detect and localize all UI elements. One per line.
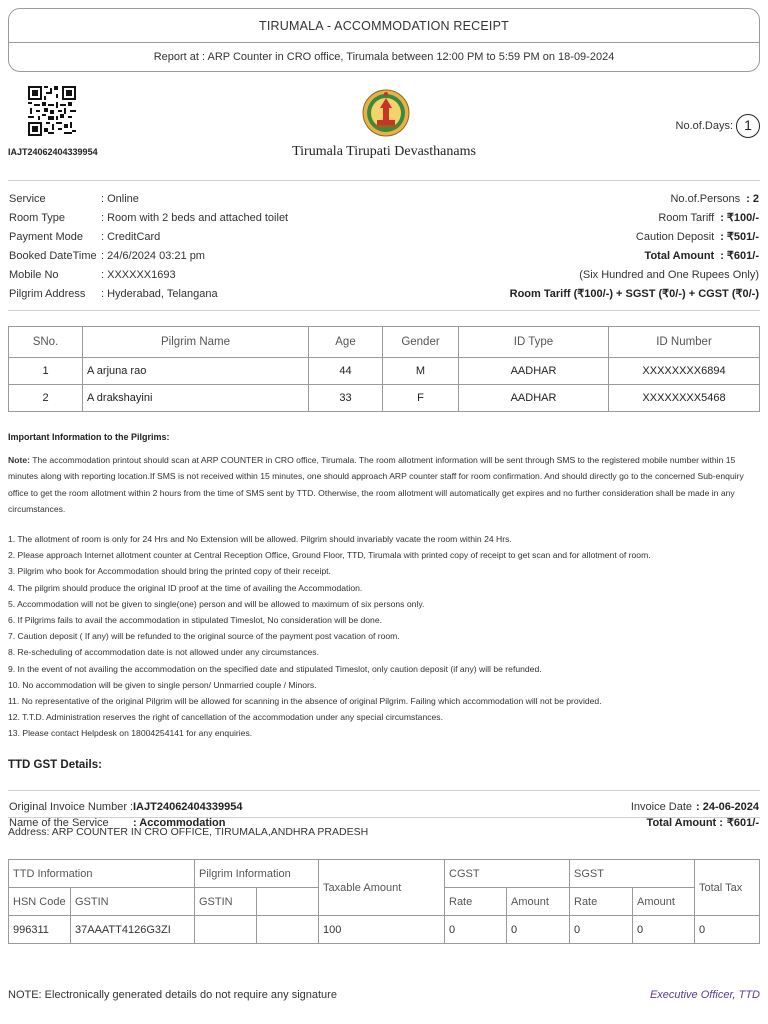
- note-text: The accommodation printout should scan at ARP COUNTER in CRO office, Tirumala. The room allotment information will be sent through SMS to the registered mobile number within 15 minutes along with reporting location.If SMS is not received within 15 minutes, one should approach ARP counter staff for room confirmation. And should directly go to the concerned Sub-enquiry office to get the room allotment within 2 hours from the time of SMS sent by TTD. Otherwise, the room allotment will automatically get expires and no further consideration shall be made in any circumstances.: [8, 455, 744, 515]
- cell-name: A arjuna rao: [83, 358, 309, 385]
- pilgrim-gstin-header: GSTIN: [195, 888, 257, 916]
- invoice-total: ₹601/-: [726, 817, 759, 829]
- pilgrim-information-header: Pilgrim Information: [195, 860, 319, 888]
- detail-value: : 24/6/2024 03:21 pm: [101, 250, 205, 262]
- detail-row-room-type: [9, 209, 288, 228]
- cell-hsn-code: 996311: [9, 916, 71, 944]
- list-item: 8. Re-scheduling of accommodation date is not allowed under any circumstances.: [8, 647, 319, 658]
- detail-label: Total Amount: [644, 250, 715, 262]
- detail-label: Pilgrim Address: [9, 288, 86, 300]
- note-label: Note:: [8, 455, 30, 465]
- cell-pilgrim-gstin: [195, 916, 257, 944]
- cell-ttd-gstin: 37AAATT4126G3ZI: [71, 916, 195, 944]
- detail-label: Room Tariff: [658, 212, 715, 224]
- detail-value: : ₹601/-: [720, 250, 759, 262]
- col-header-name: Pilgrim Name: [83, 327, 309, 358]
- important-info-title: Important Information to the Pilgrims:: [8, 432, 170, 442]
- detail-value: : ₹501/-: [720, 231, 759, 243]
- invoice-number-label: Original Invoice Number :: [9, 801, 134, 813]
- ttd-gstin-header: GSTIN: [71, 888, 195, 916]
- cell-cgst-rate: 0: [445, 916, 507, 944]
- table-row: [9, 385, 760, 412]
- table-row: [9, 916, 760, 944]
- hsn-code-header: HSN Code: [9, 888, 71, 916]
- col-header-age: Age: [309, 327, 383, 358]
- cell-cgst-amount: 0: [507, 916, 570, 944]
- list-item: 10. No accommodation will be given to single person/ Unmarried couple / Minors.: [8, 679, 317, 690]
- detail-value: : Hyderabad, Telangana: [101, 288, 218, 300]
- pilgrim-extra-header: [257, 888, 319, 916]
- detail-label: No.of.Persons: [670, 193, 741, 205]
- list-item: 5. Accommodation will not be given to single(one) person and will be allowed to maximum of six persons only.: [8, 598, 425, 609]
- receipt-header: [8, 8, 760, 72]
- cell-total-tax: 0: [695, 916, 760, 944]
- detail-label: Caution Deposit: [635, 231, 715, 243]
- detail-label: Payment Mode: [9, 231, 83, 243]
- cell-age: 44: [309, 358, 383, 385]
- detail-value: : ₹100/-: [720, 212, 759, 224]
- detail-value: : Online: [101, 193, 139, 205]
- signatory: Executive Officer, TTD: [649, 989, 760, 1001]
- booking-details: [9, 190, 288, 304]
- tariff-breakup: Room Tariff (₹100/-) + SGST (₹0/-) + CGST (₹0/-): [509, 288, 759, 300]
- gst-address: Address: ARP COUNTER IN CRO OFFICE, TIRUMALA,ANDHRA PRADESH: [8, 826, 369, 838]
- detail-row-room-tariff: [510, 209, 759, 228]
- invoice-date-row: [631, 799, 759, 815]
- cgst-rate-header: Rate: [445, 888, 507, 916]
- cell-pilgrim-extra: [257, 916, 319, 944]
- invoice-number: IAJT24062404339954: [133, 801, 243, 813]
- amount-in-words: (Six Hundred and One Rupees Only): [579, 269, 759, 281]
- divider: [8, 817, 760, 818]
- taxable-amount-header: Taxable Amount: [319, 860, 445, 916]
- col-header-sno: SNo.: [9, 327, 83, 358]
- sgst-rate-header: Rate: [570, 888, 633, 916]
- table-row: [9, 358, 760, 385]
- detail-label: Booked DateTime: [9, 250, 97, 262]
- organization-name: Tirumala Tirupati Devasthanams: [292, 144, 476, 159]
- divider: [8, 310, 760, 311]
- divider: [8, 790, 760, 791]
- days-indicator: [676, 114, 760, 138]
- service-name: : Accommodation: [133, 817, 226, 829]
- cell-gender: M: [383, 358, 459, 385]
- ttd-information-header: TTD Information: [9, 860, 195, 888]
- detail-label: Room Type: [9, 212, 66, 224]
- cell-id-number: XXXXXXXX5468: [609, 385, 760, 412]
- cell-sno: 1: [9, 358, 83, 385]
- days-value: 1: [736, 114, 760, 138]
- cgst-header: CGST: [445, 860, 570, 888]
- detail-row-address: [9, 285, 288, 304]
- list-item: 3. Pilgrim who book for Accommodation should bring the printed copy of their receipt.: [8, 566, 331, 577]
- col-header-id-number: ID Number: [609, 327, 760, 358]
- divider: [8, 180, 760, 181]
- invoice-total-label: Total Amount :: [646, 817, 723, 829]
- sgst-amount-header: Amount: [633, 888, 695, 916]
- days-label: No.of.Days:: [675, 120, 733, 132]
- cell-id-type: AADHAR: [459, 358, 609, 385]
- invoice-summary: [631, 799, 759, 831]
- cell-gender: F: [383, 385, 459, 412]
- list-item: 9. In the event of not availing the accommodation on the specified date and stipulated Timeslot, only caution deposit (if any) will be refunded.: [8, 663, 542, 674]
- list-item: 2. Please approach Internet allotment counter at Central Reception Office, Ground Floor, TTD, Tirumala with printed copy of receipt to get scan and for allotment of room.: [8, 550, 651, 561]
- list-item: 13. Please contact Helpdesk on 18004254141 for any enquiries.: [8, 728, 253, 739]
- detail-row-booked-datetime: [9, 247, 288, 266]
- payment-details: [510, 190, 759, 304]
- list-item: 11. No representative of the original Pilgrim will be allowed for scanning in the absence of original Pilgrim. Failing which accommodation will not be provided.: [8, 695, 602, 706]
- cell-taxable-amount: 100: [319, 916, 445, 944]
- cell-sgst-rate: 0: [570, 916, 633, 944]
- detail-label: Mobile No: [9, 269, 59, 281]
- qr-code: [28, 86, 76, 136]
- cell-name: A drakshayini: [83, 385, 309, 412]
- receipt-title: TIRUMALA - ACCOMMODATION RECEIPT: [9, 9, 759, 43]
- gst-table: [8, 859, 760, 944]
- table-header-row: [9, 327, 760, 358]
- cell-sno: 2: [9, 385, 83, 412]
- cell-id-type: AADHAR: [459, 385, 609, 412]
- sgst-header: SGST: [570, 860, 695, 888]
- note-paragraph: [8, 452, 762, 518]
- invoice-date: : 24-06-2024: [696, 801, 759, 813]
- cgst-amount-header: Amount: [507, 888, 570, 916]
- footer-note: NOTE: Electronically generated details do not require any signature: [8, 989, 337, 1001]
- detail-label: Service: [9, 193, 46, 205]
- list-item: 7. Caution deposit ( If any) will be refunded to the original source of the payment post vacation of room.: [8, 631, 400, 642]
- gst-section-title: TTD GST Details:: [8, 759, 102, 771]
- col-header-gender: Gender: [383, 327, 459, 358]
- list-item: 4. The pilgrim should produce the original ID proof at the time of availing the Accommodation.: [8, 582, 363, 593]
- report-line: Report at : ARP Counter in CRO office, Tirumala between 12:00 PM to 5:59 PM on 18-09-2024: [153, 51, 615, 63]
- invoice-number-row: [9, 799, 242, 815]
- detail-row-total-amount: [510, 247, 759, 266]
- total-tax-header: Total Tax: [695, 860, 760, 916]
- rules-list: [8, 531, 762, 741]
- gst-header-row: [9, 860, 760, 888]
- invoice-date-label: Invoice Date: [630, 801, 692, 813]
- col-header-id-type: ID Type: [459, 327, 609, 358]
- detail-row-service: [9, 190, 288, 209]
- detail-row-caution-deposit: [510, 228, 759, 247]
- ttd-emblem-logo: [361, 86, 411, 140]
- service-name-label: Name of the Service: [9, 817, 109, 829]
- detail-row-persons: [510, 190, 759, 209]
- detail-value: : Room with 2 beds and attached toilet: [101, 212, 289, 224]
- detail-row-payment-mode: [9, 228, 288, 247]
- list-item: 6. If Pilgrims fails to avail the accommodation in stipulated Timeslot, No consideration will be done.: [8, 614, 383, 625]
- detail-value: : 2: [746, 193, 759, 205]
- pilgrims-table: [8, 326, 760, 412]
- detail-value: : CreditCard: [101, 231, 161, 243]
- receipt-code: IAJT24062404339954: [8, 147, 98, 157]
- cell-id-number: XXXXXXXX6894: [609, 358, 760, 385]
- detail-row-mobile: [9, 266, 288, 285]
- cell-age: 33: [309, 385, 383, 412]
- cell-sgst-amount: 0: [633, 916, 695, 944]
- list-item: 1. The allotment of room is only for 24 Hrs and No Extension will be allowed. Pilgrim should invariably vacate the room within 24 Hrs.: [8, 534, 512, 544]
- detail-value: : XXXXXX1693: [101, 269, 176, 281]
- list-item: 12. T.T.D. Administration reserves the right of cancellation of the accommodation under any special circumstances.: [8, 712, 443, 723]
